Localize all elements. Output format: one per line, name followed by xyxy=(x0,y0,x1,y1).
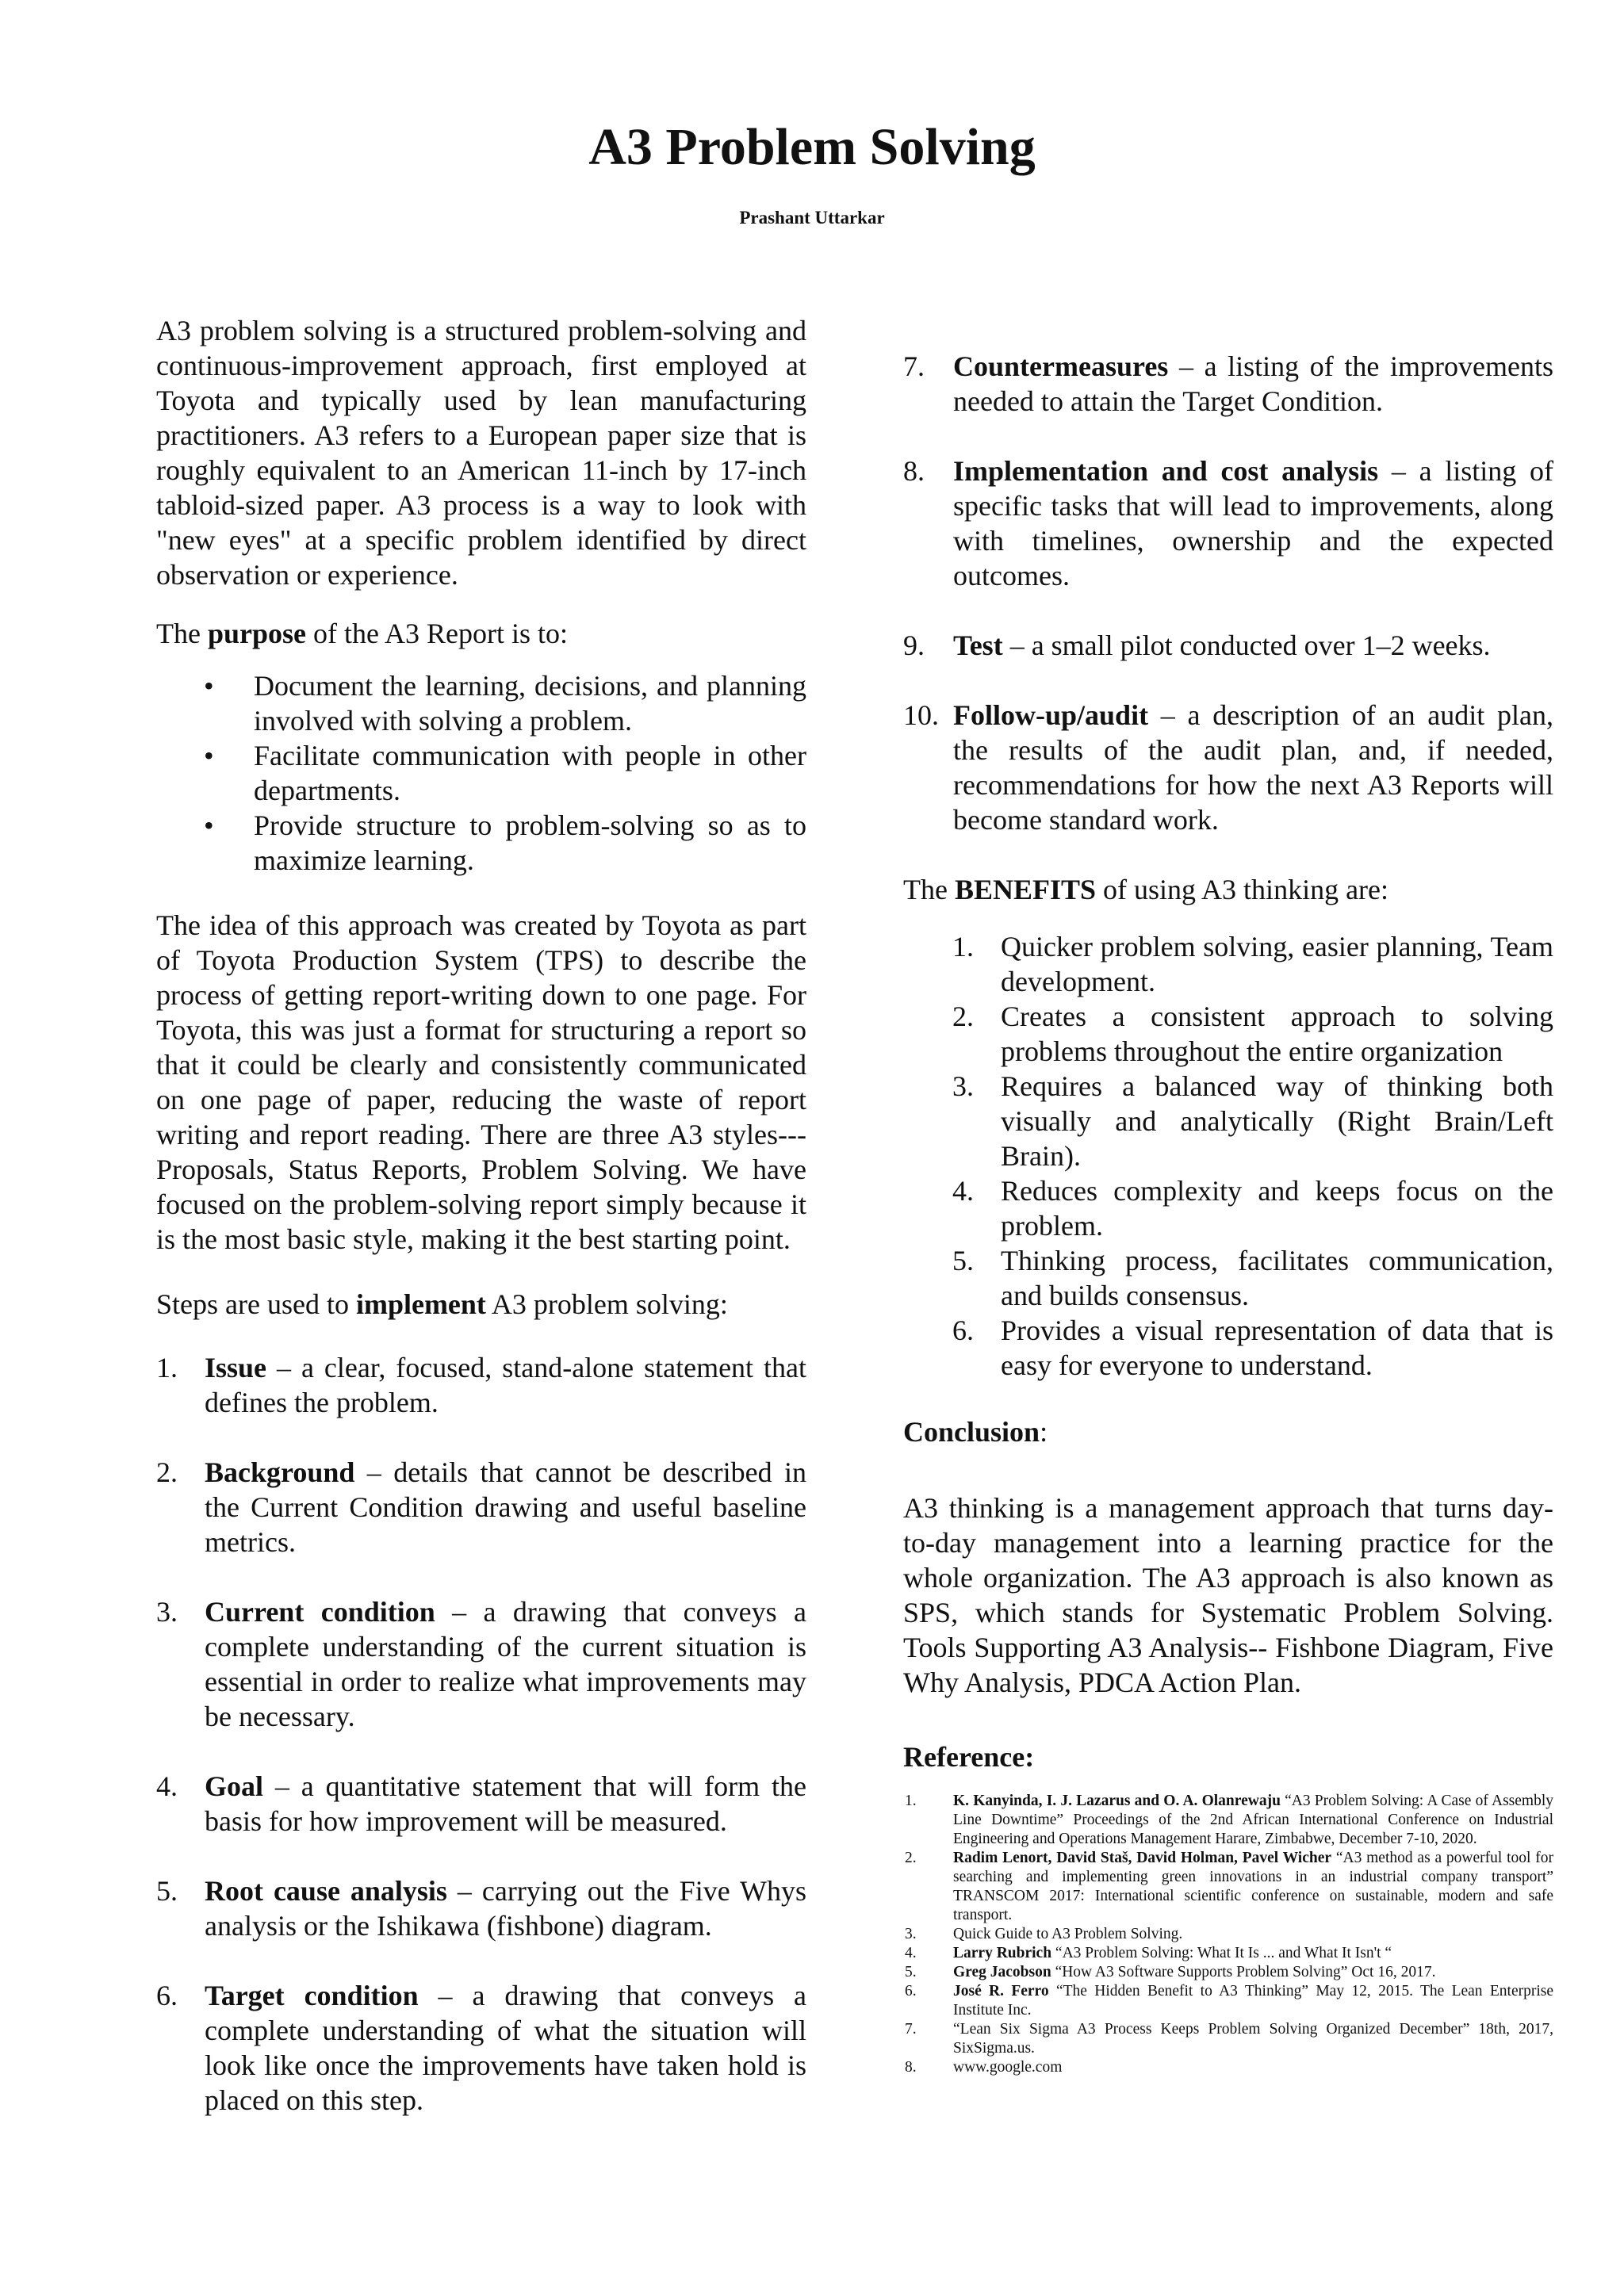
right-column xyxy=(903,349,1553,2077)
steps-list-right xyxy=(903,349,1553,837)
benefit-item: 6. Provides a visual representation of data that is easy for everyone to understand. xyxy=(952,1314,1553,1381)
step-item: 6. Target condition – a drawing that conveys a complete understanding of what the situation will look like once the improvements have taken hold is placed on this step. xyxy=(156,1980,807,2116)
benefits-lead: The BENEFITS of using A3 thinking are: xyxy=(903,874,1389,905)
steps-lead: Steps are used to implement A3 problem solving: xyxy=(156,1288,728,1320)
intro-paragraph: A3 problem solving is a structured problem-solving and continuous-improvement approach, first employed at Toyota and typically used by lean manufacturing practitioners. A3 refers to a European paper size that is roughly equivalent to an American 11-inch by 17-inch tabloid-sized paper. A3 process is a way to look with "new eyes" at a specific problem identified by direct observation or experience. xyxy=(156,315,806,591)
step-item: 2. Background – details that cannot be described in the Current Condition drawing and useful baseline metrics. xyxy=(156,1456,806,1558)
step-item: 8. Implementation and cost analysis – a listing of specific tasks that will lead to improvements, along with timelines, ownership and the expected outcomes. xyxy=(903,455,1554,591)
reference-item: 7. “Lean Six Sigma A3 Process Keeps Problem Solving Organized December” 18th, 2017, SixSigma.us. xyxy=(905,2021,1553,2057)
purpose-list xyxy=(156,668,806,878)
benefit-item: 3. Requires a balanced way of thinking both visually and analytically (Right Brain/Left Brain). xyxy=(952,1070,1553,1172)
purpose-lead: The purpose of the A3 Report is to: xyxy=(156,618,568,649)
purpose-bullet: • Document the learning, decisions, and planning involved with solving a problem. xyxy=(254,668,806,738)
reference-item: 4. Larry Rubrich “A3 Problem Solving: What It Is ... and What It Isn't “ xyxy=(905,1945,1392,1961)
step-item: 10. Follow-up/audit – a description of an audit plan, the results of the audit plan, and, if needed, recommendations for how the next A3 Reports will become standard work. xyxy=(903,699,1553,836)
benefits-list xyxy=(903,929,1553,1383)
reference-item: 8. www.google.com xyxy=(905,2059,1063,2076)
benefit-item: 5. Thinking process, facilitates communication, and builds consensus. xyxy=(952,1245,1553,1311)
benefit-item: 4. Reduces complexity and keeps focus on the problem. xyxy=(952,1175,1553,1242)
reference-item: 2. Radim Lenort, David Staš, David Holman, Pavel Wicher “A3 method as a powerful tool for searching and implementing green innovations in an industrial company transport” TRANSCOM 2017: International scientific conference on sustainable, modern and safe transport. xyxy=(905,1850,1554,1923)
reference-heading: Reference: xyxy=(903,1741,1035,1773)
reference-item: 6. José R. Ferro “The Hidden Benefit to A3 Thinking” May 12, 2015. The Lean Enterprise Institute Inc. xyxy=(905,1983,1553,2019)
benefit-item: 2. Creates a consistent approach to solving problems throughout the entire organization xyxy=(952,1001,1553,1067)
purpose-bullet: • Provide structure to problem-solving so as to maximize learning. xyxy=(254,808,806,878)
idea-paragraph: The idea of this approach was created by Toyota as part of Toyota Production System (TPS) to describe the process of getting report-writing down to one page. For Toyota, this was just a format for structuring a report so that it could be clearly and consistently communicated on one page of paper, reducing the waste of report writing and report reading. There are three A3 styles--- Proposals, Status Reports, Problem Solving. We have focused on the problem-solving report simply because it is the most basic style, making it the best starting point. xyxy=(156,909,806,1255)
reference-item: 5. Greg Jacobson “How A3 Software Supports Problem Solving” Oct 16, 2017. xyxy=(905,1964,1436,1980)
conclusion-paragraph: A3 thinking is a management approach that turns day-to-day management into a learning practice for the whole organization. The A3 approach is also known as SPS, which stands for Systematic Problem Solving. Tools Supporting A3 Analysis-- Fishbone Diagram, Five Why Analysis, PDCA Action Plan. xyxy=(903,1492,1553,1698)
conclusion-heading: Conclusion: xyxy=(903,1416,1048,1448)
left-column xyxy=(156,313,806,2118)
step-item: 9. Test – a small pilot conducted over 1–2 weeks. xyxy=(903,629,1491,661)
purpose-bullet: • Facilitate communication with people in other departments. xyxy=(254,738,806,808)
step-item: 7. Countermeasures – a listing of the improvements needed to attain the Target Condition. xyxy=(903,350,1553,417)
author-name: Prashant Uttarkar xyxy=(739,208,885,228)
step-item: 5. Root cause analysis – carrying out the Five Whys analysis or the Ishikawa (fishbone) diagram. xyxy=(156,1875,806,1942)
reference-list xyxy=(903,1792,1553,2077)
step-item: 4. Goal – a quantitative statement that will form the basis for how improvement will be measured. xyxy=(156,1770,806,1837)
benefit-item: 1. Quicker problem solving, easier planning, Team development. xyxy=(952,931,1553,997)
step-item: 3. Current condition – a drawing that conveys a complete understanding of the current situation is essential in order to realize what improvements may be necessary. xyxy=(156,1596,806,1732)
steps-list-left xyxy=(156,1350,806,2118)
reference-item: 3. Quick Guide to A3 Problem Solving. xyxy=(905,1926,1183,1942)
reference-item: 1. K. Kanyinda, I. J. Lazarus and O. A. Olanrewaju “A3 Problem Solving: A Case of Assembly Line Downtime” Proceedings of the 2nd African International Conference on Industrial Engineering and Operations Management Harare, Zimbabwe, December 7-10, 2020. xyxy=(905,1793,1553,1847)
step-item: 1. Issue – a clear, focused, stand-alone statement that defines the problem. xyxy=(156,1352,806,1418)
document-title: A3 Problem Solving xyxy=(588,118,1036,176)
